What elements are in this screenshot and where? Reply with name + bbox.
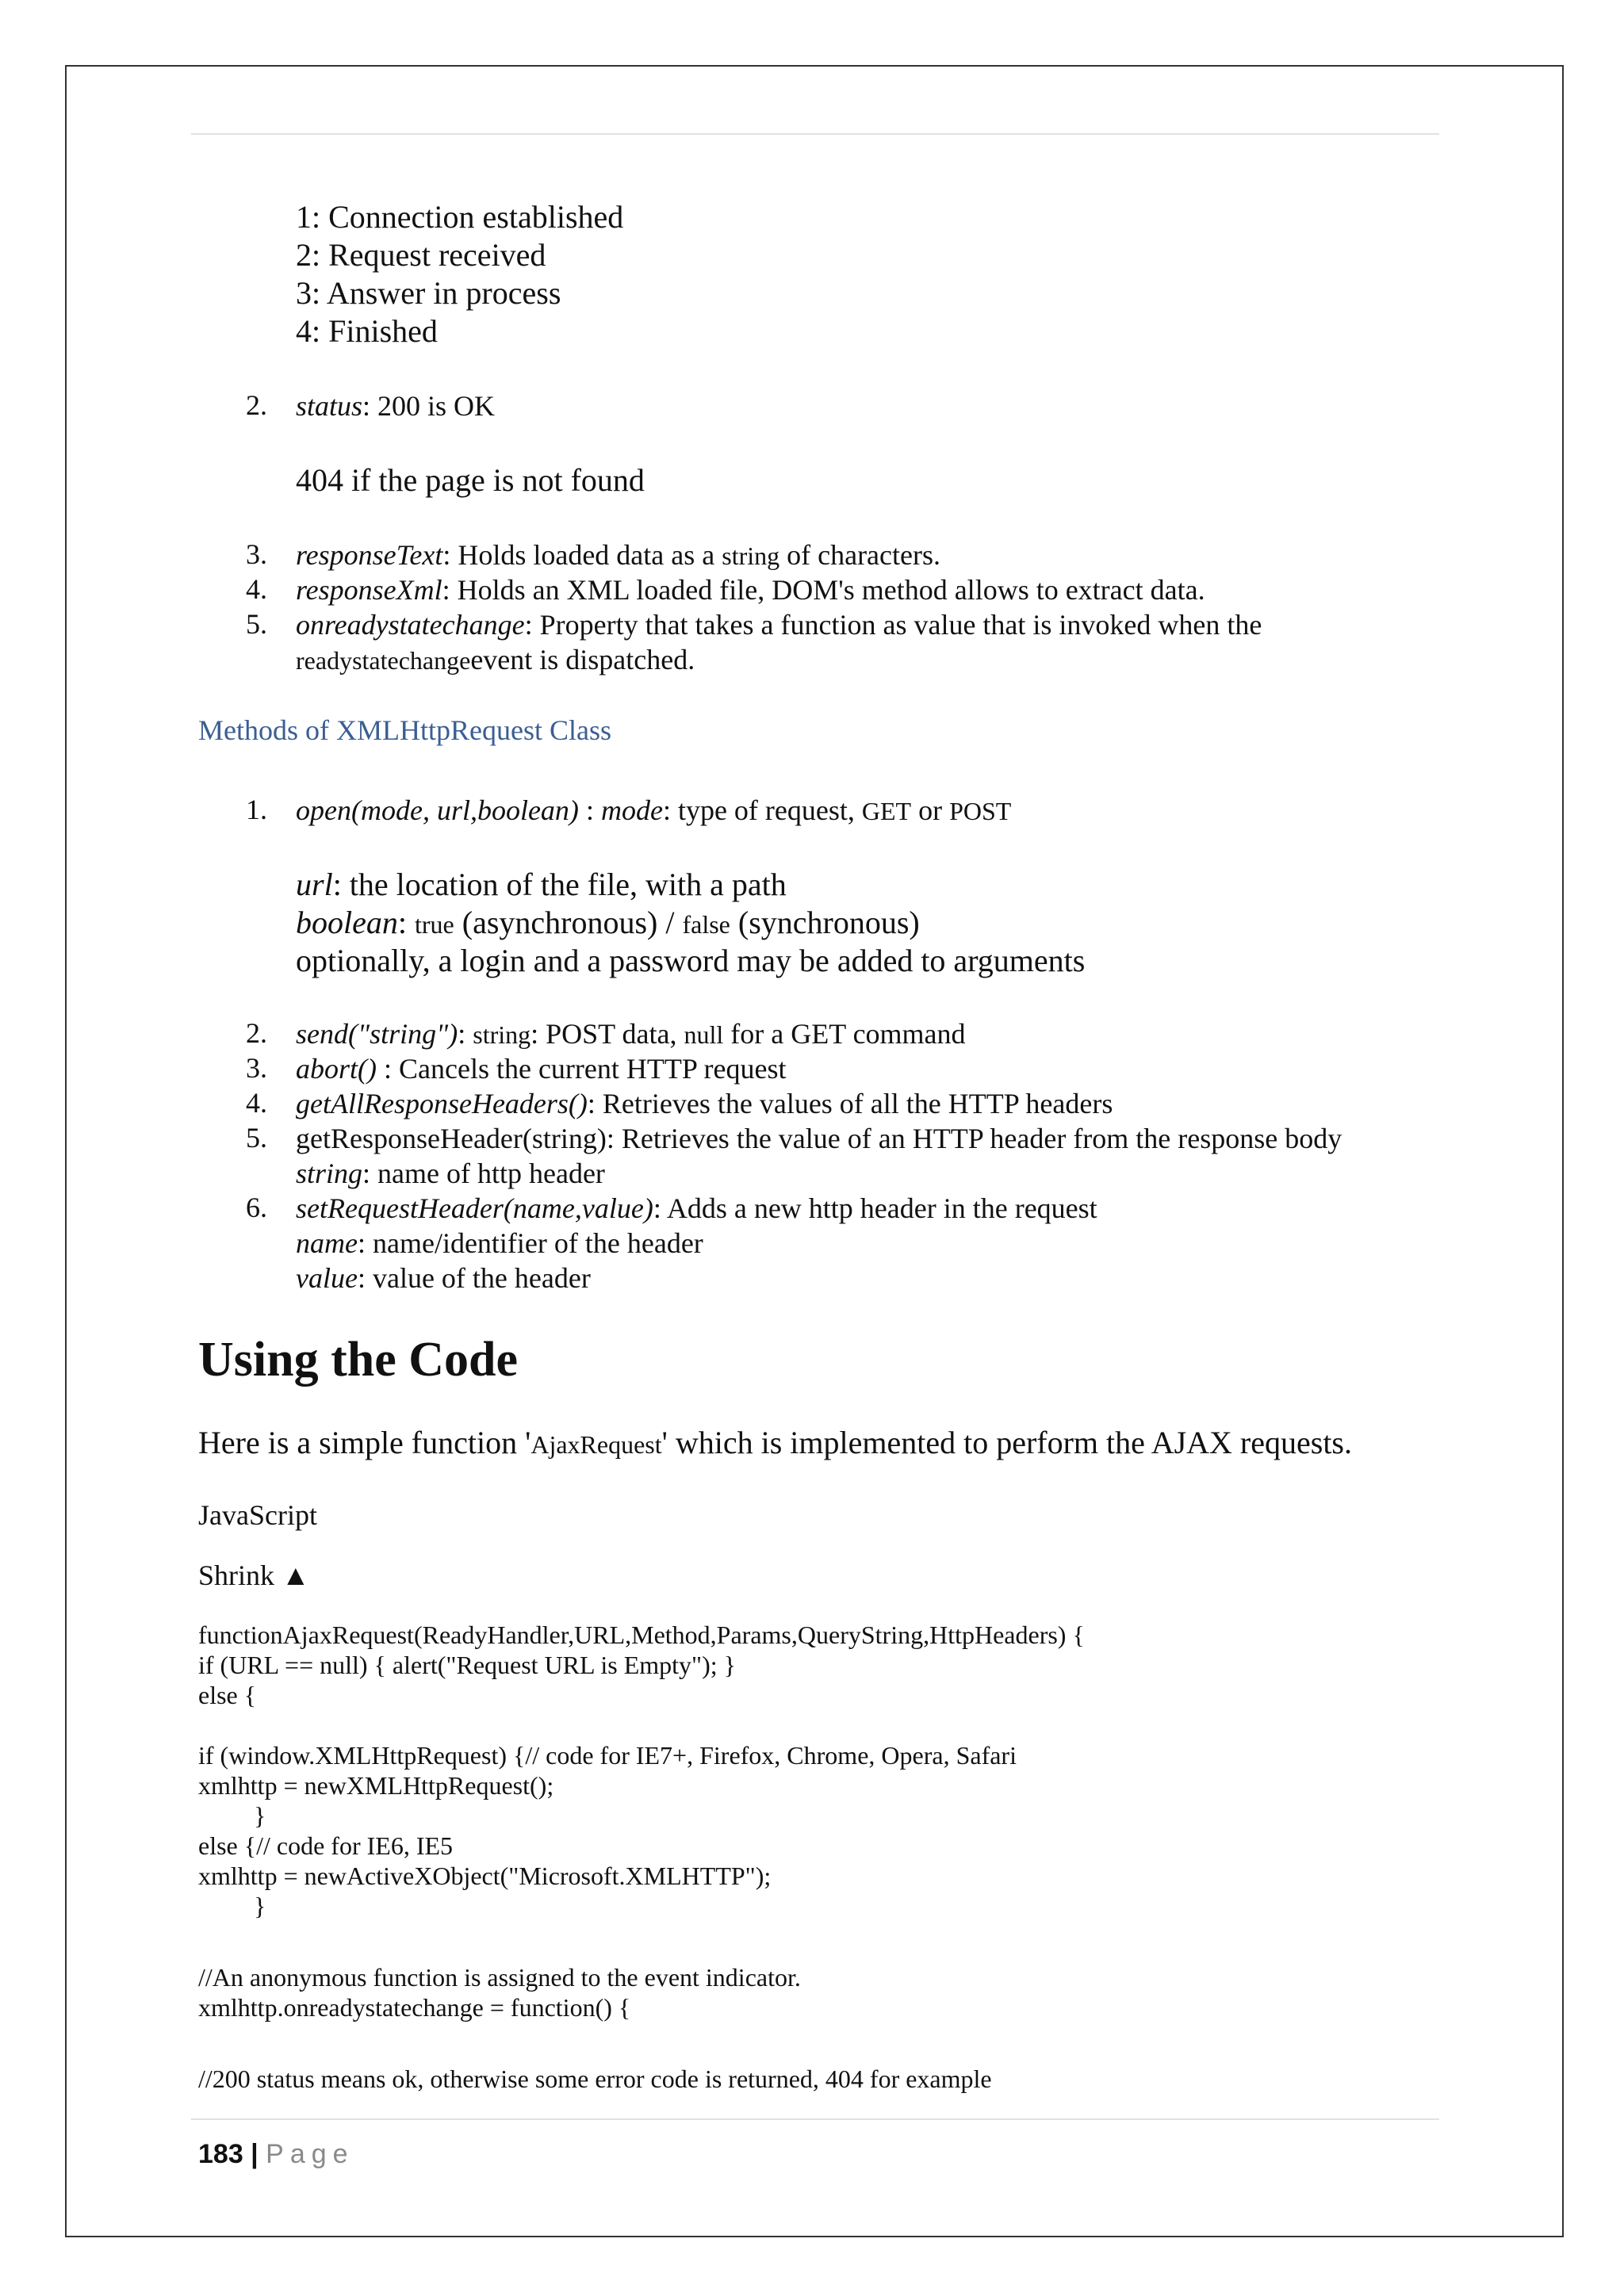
property-responsexml: responseXml: Holds an XML loaded file, DOM's method allows to extract data. bbox=[296, 574, 1205, 606]
code-line: } bbox=[254, 1892, 266, 1920]
setrequestheader-name-param: name: name/identifier of the header bbox=[296, 1227, 703, 1259]
property-onreadystatechange: onreadystatechange: Property that takes a function as value that is invoked when the bbox=[296, 609, 1262, 641]
status-404-note: 404 if the page is not found bbox=[296, 462, 645, 498]
intro-paragraph: Here is a simple function 'AjaxRequest' which is implemented to perform the AJAX requests. bbox=[198, 1425, 1352, 1460]
getresponseheader-param: string: name of http header bbox=[296, 1158, 605, 1189]
method-getallresponseheaders: getAllResponseHeaders(): Retrieves the values of all the HTTP headers bbox=[296, 1088, 1113, 1119]
open-optional-note: optionally, a login and a password may be added to arguments bbox=[296, 943, 1086, 978]
ready-state-3: 3: Answer in process bbox=[296, 275, 561, 311]
code-line: if (window.XMLHttpRequest) {// code for IE7+, Firefox, Chrome, Opera, Safari bbox=[198, 1741, 1017, 1770]
property-onreadystatechange-cont: readystatechangeevent is dispatched. bbox=[296, 644, 695, 675]
list-number: 2. bbox=[246, 1017, 267, 1049]
open-url-param: url: the location of the file, with a path bbox=[296, 867, 787, 902]
footer-rule bbox=[191, 2118, 1439, 2120]
property-responsetext: responseText: Holds loaded data as a string of characters. bbox=[296, 539, 940, 571]
list-number: 1. bbox=[246, 794, 267, 825]
shrink-toggle[interactable]: Shrink ▲ bbox=[198, 1559, 310, 1591]
section-title: Using the Code bbox=[198, 1333, 519, 1387]
code-line: functionAjaxRequest(ReadyHandler,URL,Method,Params,QueryString,HttpHeaders) { bbox=[198, 1621, 1085, 1649]
method-getresponseheader: getResponseHeader(string): Retrieves the value of an HTTP header from the response body bbox=[296, 1123, 1342, 1154]
page-footer: 183 | Page bbox=[198, 2139, 354, 2169]
open-boolean-param: boolean: true (asynchronous) / false (synchronous) bbox=[296, 905, 920, 940]
list-number: 3. bbox=[246, 538, 267, 570]
code-line: xmlhttp = newXMLHttpRequest(); bbox=[198, 1771, 554, 1800]
list-number: 5. bbox=[246, 608, 267, 640]
method-open: open(mode, url,boolean) : mode: type of request, GET or POST bbox=[296, 794, 1012, 826]
code-line: else { bbox=[198, 1681, 257, 1709]
setrequestheader-value-param: value: value of the header bbox=[296, 1262, 591, 1294]
list-number: 2. bbox=[246, 389, 267, 421]
method-abort: abort() : Cancels the current HTTP request bbox=[296, 1053, 787, 1085]
methods-heading: Methods of XMLHttpRequest Class bbox=[198, 714, 611, 746]
ready-state-4: 4: Finished bbox=[296, 313, 438, 349]
list-number: 3. bbox=[246, 1052, 267, 1084]
code-line: if (URL == null) { alert("Request URL is Empty"); } bbox=[198, 1651, 737, 1679]
list-number: 4. bbox=[246, 573, 267, 605]
header-rule bbox=[191, 133, 1439, 135]
list-number: 5. bbox=[246, 1122, 267, 1154]
page-word: Page bbox=[266, 2139, 354, 2169]
list-number: 4. bbox=[246, 1087, 267, 1119]
method-send: send("string"): string: POST data, null for a GET command bbox=[296, 1018, 966, 1050]
code-line: xmlhttp.onreadystatechange = function() { bbox=[198, 1993, 631, 2022]
property-status: status: 200 is OK bbox=[296, 390, 496, 422]
language-label: JavaScript bbox=[198, 1499, 317, 1531]
ready-state-2: 2: Request received bbox=[296, 237, 546, 273]
code-line: } bbox=[254, 1801, 266, 1830]
code-line: //An anonymous function is assigned to the event indicator. bbox=[198, 1963, 801, 1992]
code-line: else {// code for IE6, IE5 bbox=[198, 1831, 454, 1860]
list-number: 6. bbox=[246, 1192, 267, 1223]
method-setrequestheader: setRequestHeader(name,value): Adds a new http header in the request bbox=[296, 1192, 1097, 1224]
ready-state-1: 1: Connection established bbox=[296, 199, 624, 235]
page-number: 183 bbox=[198, 2139, 243, 2169]
code-line: xmlhttp = newActiveXObject("Microsoft.XMLHTTP"); bbox=[198, 1862, 772, 1890]
code-line: //200 status means ok, otherwise some error code is returned, 404 for example bbox=[198, 2064, 992, 2093]
